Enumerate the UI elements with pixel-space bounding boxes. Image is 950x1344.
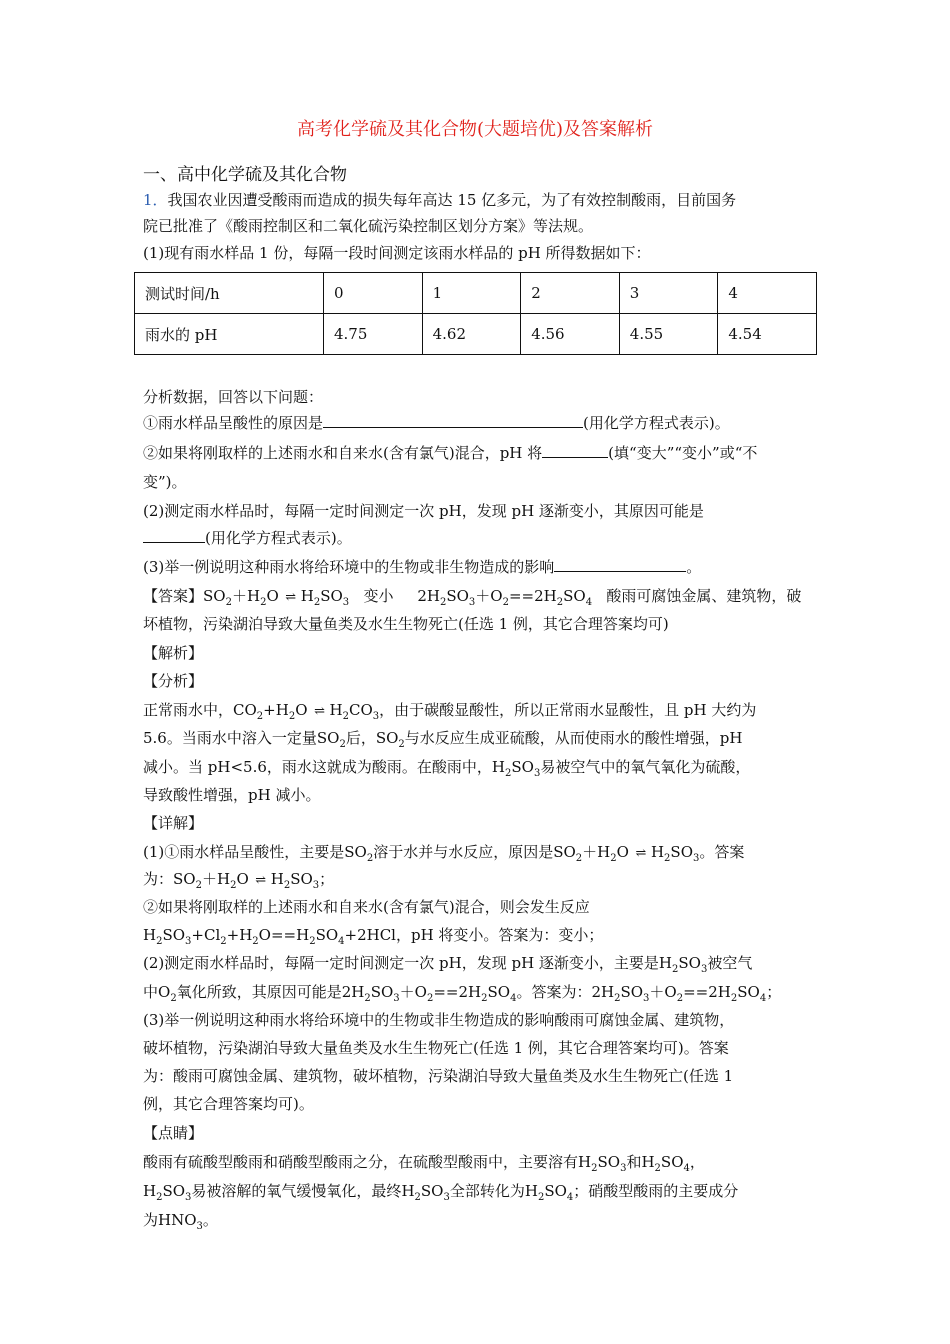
point-label: 【点睛】 [143,1124,204,1142]
question-1a: ①雨水样品呈酸性的原因是 (用化学方程式表示)。 [143,414,730,432]
table-header-label: 测试时间/h [135,273,324,314]
formula: $2H_2SO_3+O_2==2H_2SO_4$ [417,587,593,608]
table-cell: 4.55 [619,314,718,355]
detail-line-1: (1)①雨水样品呈酸性，主要是$SO_2$溶于水并与水反应，原因是$SO_2+H_2O$ ⇌ $H_2SO_3$。答案 [143,843,745,864]
document-title: 高考化学硫及其化合物(大题培优)及答案解析 [296,119,654,140]
question-number: 1． [143,191,168,209]
ph-data-table [134,272,817,355]
question-2b: (用化学方程式表示)。 [143,528,352,548]
detail-line-4: $H_2SO_3+Cl_2+H_2O==H_2SO_4+2HCl$，pH 将变小。答案为：变小； [143,926,604,947]
section-heading: 一、高中化学硫及其化合物 [143,165,347,185]
point-line-1: 酸雨有硫酸型酸雨和硝酸型酸雨之分，在硫酸型酸雨中，主要溶有$H_2SO_3$和$H_2SO_4$， [143,1153,705,1174]
table-cell: 4 [718,273,817,314]
question-intro-line-2: 院已批准了《酸雨控制区和二氧化硫污染控制区划分方案》等法规。 [143,217,594,235]
table-cell: 2 [521,273,620,314]
question-intro-line-1: 1．我国农业因遭受酸雨而造成的损失每年高达 15 亿多元，为了有效控制酸雨，目前国务 [143,191,737,209]
analysis-paragraph-3: 减小。当 pH<5.6，雨水这就成为酸雨。在酸雨中，$H_2SO_3$易被空气中的氧气氧化为硫酸， [143,758,751,779]
table-cell: 4.62 [422,314,521,355]
answer-label: 【答案】 [143,587,204,605]
table-cell: 1 [422,273,521,314]
formula: $CO_2+H_2O$ ⇌ $H_2CO_3$ [233,701,380,722]
answer-blank[interactable] [143,528,205,543]
table-cell: 4.56 [521,314,620,355]
analysis-paragraph-1: 正常雨水中，$CO_2+H_2O$ ⇌ $H_2CO_3$，由于碳酸显酸性，所以正常雨水显酸性，且 pH 大约为 [143,701,757,722]
answer-line-1: 【答案】$SO_2+H_2O$ ⇌ $H_2SO_3$ 变小 $2H_2SO_3+O_2==2H_2SO_4$ 酸雨可腐蚀金属、建筑物，破 [143,587,802,608]
question-2a: (2)测定雨水样品时，每隔一定时间测定一次 pH，发现 pH 逐渐变小，其原因可能是 [143,502,704,520]
detail-line-3: ②如果将刚取样的上述雨水和自来水(含有氯气)混合，则会发生反应 [143,898,590,916]
formula: $SO_2+H_2O$ ⇌ $H_2SO_3$ [203,587,350,608]
answer-line-2: 坏植物，污染湖泊导致大量鱼类及水生生物死亡(任选 1 例，其它合理答案均可) [143,615,669,633]
point-line-3: 为$HNO_3$。 [143,1211,218,1232]
table-cell: 3 [619,273,718,314]
detail-line-5: (2)测定雨水样品时，每隔一定时间测定一次 pH，发现 pH 逐渐变小，主要是$H_2SO_3$被空气 [143,954,753,975]
detail-line-9: 为：酸雨可腐蚀金属、建筑物，破坏植物，污染湖泊导致大量鱼类及水生生物死亡(任选 1 [143,1067,734,1085]
answer-blank[interactable] [542,443,608,458]
analysis-paragraph-4: 导致酸性增强，pH 减小。 [143,786,321,804]
table-cell: 4.54 [718,314,817,355]
table-row [135,273,817,314]
detail-line-7: (3)举一例说明这种雨水将给环境中的生物或非生物造成的影响酸雨可腐蚀金属、建筑物， [143,1011,735,1029]
question-1b: ②如果将刚取样的上述雨水和自来水(含有氯气)混合，pH 将 (填“变大”“变小”或“不 [143,444,758,462]
detail-line-10: 例，其它合理答案均可)。 [143,1095,314,1113]
answer-blank[interactable] [323,413,583,428]
point-line-2: $H_2SO_3$易被溶解的氧气缓慢氧化，最终$H_2SO_3$全部转化为$H_2SO_4$；硝酸型酸雨的主要成分 [143,1182,739,1203]
question-3: (3)举一例说明这种雨水将给环境中的生物或非生物造成的影响 。 [143,558,702,576]
detail-label: 【详解】 [143,814,204,832]
part1-intro: (1)现有雨水样品 1 份，每隔一段时间测定该雨水样品的 pH 所得数据如下： [143,244,651,262]
analysis-paragraph-2: 5.6。当雨水中溶入一定量$SO_2$后，$SO_2$与水反应生成亚硫酸，从而使雨水的酸性增强，pH [143,729,743,750]
detail-line-8: 破坏植物，污染湖泊导致大量鱼类及水生生物死亡(任选 1 例，其它合理答案均可)。答案 [143,1039,729,1057]
table-row [135,314,817,355]
analysis-sub-label: 【分析】 [143,672,204,690]
question-1b-continued: 变”)。 [143,473,187,491]
answer-blank[interactable] [554,557,686,572]
detail-line-6: 中$O_2$氧化所致，其原因可能是$2H_2SO_3+O_2==2H_2SO_4$。答案为：$2H_2SO_3+O_2==2H_2SO_4$； [143,983,782,1004]
table-cell: 0 [324,273,423,314]
analysis-label: 【解析】 [143,644,204,662]
detail-line-2: 为：$SO_2+H_2O$ ⇌ $H_2SO_3$； [143,870,335,891]
table-cell: 4.75 [324,314,423,355]
table-row-label: 雨水的 pH [135,314,324,355]
analysis-prompt: 分析数据，回答以下问题： [143,388,324,406]
